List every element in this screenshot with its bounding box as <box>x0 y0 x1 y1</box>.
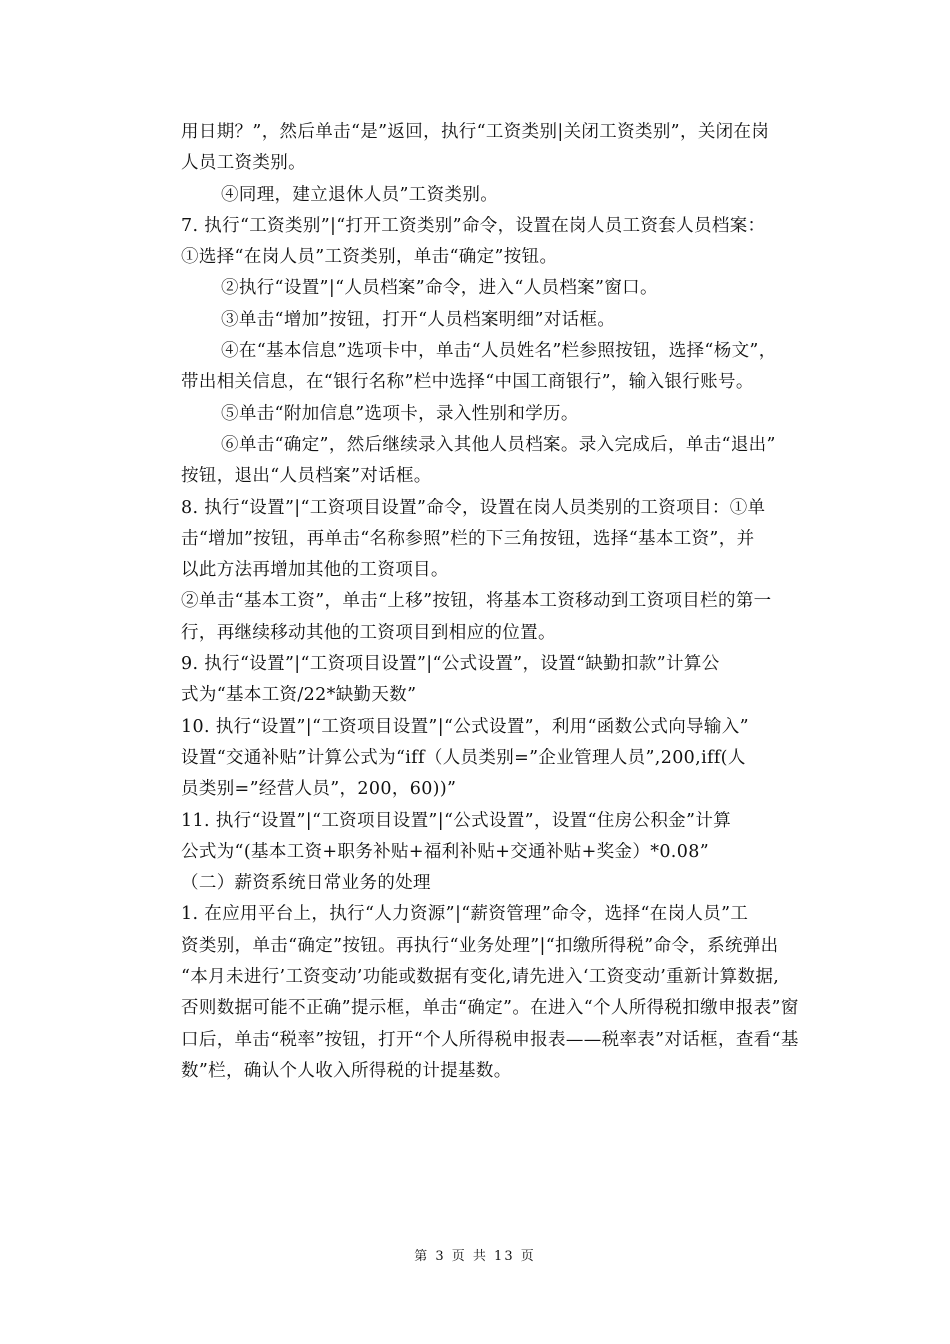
text-line: 1. 在应用平台上，执行“人力资源”|“薪资管理”命令，选择“在岗人员”工 <box>181 904 749 925</box>
text-line: 按钮，退出“人员档案”对话框。 <box>181 466 432 487</box>
text-line: 9. 执行“设置”|“工资项目设置”|“公式设置”，设置“缺勤扣款”计算公 <box>181 654 720 675</box>
text-line: ①选择“在岗人员”工资类别，单击“确定”按钮。 <box>181 247 558 268</box>
text-line: 资类别，单击“确定”按钮。再执行“业务处理”|“扣缴所得税”命令，系统弹出 <box>181 935 779 956</box>
text-line: 8. 执行“设置”|“工资项目设置”命令，设置在岗人员类别的工资项目：①单 <box>181 497 766 518</box>
text-line: 7. 执行“工资类别”|“打开工资类别”命令，设置在岗人员工资套人员档案： <box>181 215 766 236</box>
text-line: 员类别=”经营人员”，200，60))” <box>181 779 457 800</box>
text-line: ④在“基本信息”选项卡中，单击“人员姓名”栏参照按钮，选择“杨文”， <box>221 341 777 362</box>
text-line: 公式为“(基本工资+职务补贴+福利补贴+交通补贴+奖金）*0.08” <box>181 841 709 862</box>
text-line: 击“增加”按钮，再单击“名称参照”栏的下三角按钮，选择“基本工资”，并 <box>181 528 755 549</box>
text-line: ③单击“增加”按钮，打开“人员档案明细”对话框。 <box>221 309 616 330</box>
section-heading: （二）薪资系统日常业务的处理 <box>181 873 431 894</box>
text-line: ④同理，建立退休人员”工资类别。 <box>221 184 499 205</box>
text-line: ⑥单击“确定”，然后继续录入其他人员档案。录入完成后，单击“退出” <box>221 434 776 455</box>
text-line: 式为“基本工资/22*缺勤天数” <box>181 685 417 706</box>
text-line: 口后，单击“税率”按钮，打开“个人所得税申报表——税率表”对话框，查看“基 <box>181 1029 799 1050</box>
text-line: ②单击“基本工资”，单击“上移”按钮，将基本工资移动到工资项目栏的第一 <box>181 591 772 612</box>
text-line: 人员工资类别。 <box>181 153 306 174</box>
body-text <box>181 117 853 1087</box>
text-line: 以此方法再增加其他的工资项目。 <box>181 560 449 581</box>
text-line: 数”栏，确认个人收入所得税的计提基数。 <box>181 1060 512 1081</box>
text-line: 行，再继续移动其他的工资项目到相应的位置。 <box>181 622 556 643</box>
text-line: 10. 执行“设置”|“工资项目设置”|“公式设置”，利用“函数公式向导输入” <box>181 716 749 737</box>
text-line: 否则数据可能不正确”提示框，单击“确定”。在进入“个人所得税扣缴申报表”窗 <box>181 998 799 1019</box>
text-line: 11. 执行“设置”|“工资项目设置”|“公式设置”，设置“住房公积金”计算 <box>181 810 732 831</box>
text-line: “本月未进行’工资变动’功能或数据有变化,请先进入‘工资变动’重新计算数据, <box>181 967 780 988</box>
text-line: 用日期？”，然后单击“是”返回，执行“工资类别|关闭工资类别”，关闭在岗 <box>181 122 770 142</box>
text-line: ②执行“设置”|“人员档案”命令，进入“人员档案”窗口。 <box>221 278 658 299</box>
text-line: 带出相关信息，在“银行名称”栏中选择“中国工商银行”，输入银行账号。 <box>181 372 754 393</box>
text-line: ⑤单击“附加信息”选项卡，录入性别和学历。 <box>221 403 579 424</box>
page-footer: 第 3 页 共 13 页 <box>414 1249 536 1264</box>
text-line: 设置“交通补贴”计算公式为“iff（人员类别=”企业管理人员”,200,iff(人 <box>181 747 746 768</box>
